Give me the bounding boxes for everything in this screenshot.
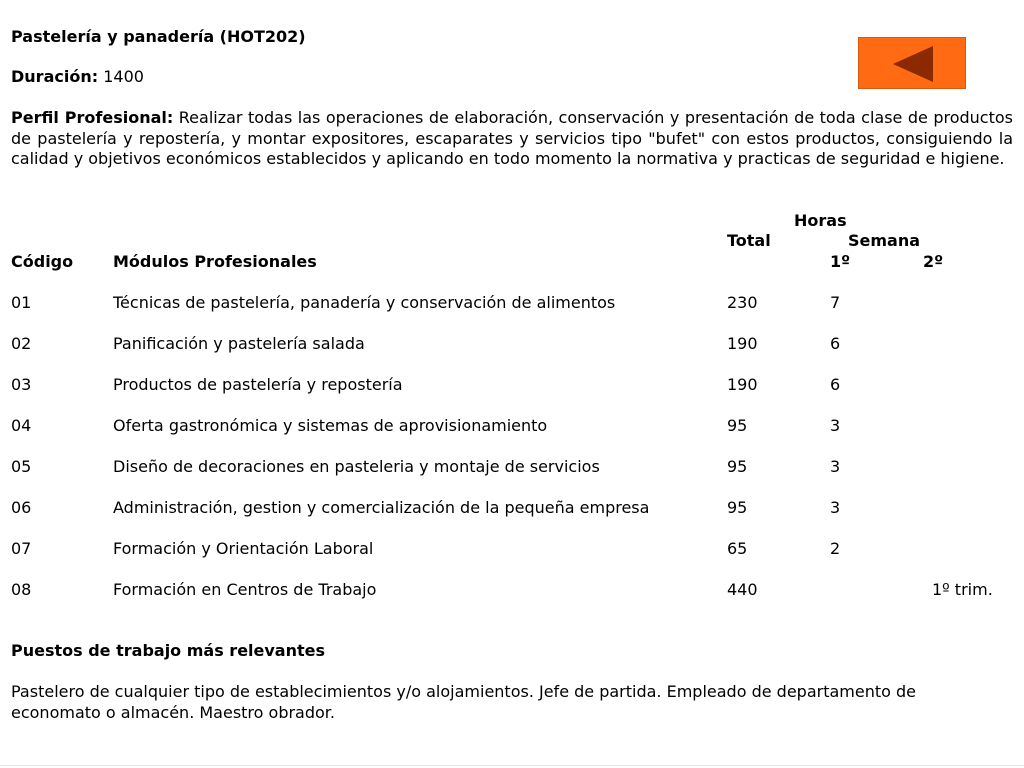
profile-label: Perfil Profesional: [11,108,174,127]
duration-value: 1400 [103,67,144,86]
header-codigo: Código [11,252,74,271]
row-module-name: Productos de pastelería y repostería [113,375,403,394]
table-row [0,375,1024,395]
row-total-hours: 95 [727,457,748,476]
row-week-first: 6 [830,375,841,394]
row-total-hours: 440 [727,580,758,599]
row-code: 01 [11,293,32,312]
row-module-name: Formación en Centros de Trabajo [113,580,377,599]
row-module-name: Oferta gastronómica y sistemas de aprovisionamiento [113,416,548,435]
row-total-hours: 65 [727,539,748,558]
header-modulos: Módulos Profesionales [113,252,317,271]
table-row [0,457,1024,477]
row-week-first: 2 [830,539,841,558]
row-week-first: 3 [830,498,841,517]
row-code: 02 [11,334,32,353]
back-button[interactable] [858,37,966,89]
table-row [0,580,1024,600]
professional-profile [11,108,1013,170]
row-code: 07 [11,539,32,558]
row-week-first: 3 [830,416,841,435]
table-row [0,539,1024,559]
row-code: 04 [11,416,32,435]
header-first-semester: 1º [830,252,851,271]
duration-label: Duración: [11,67,99,86]
row-code: 08 [11,580,32,599]
row-total-hours: 230 [727,293,758,312]
row-total-hours: 190 [727,375,758,394]
left-triangle-icon [859,38,967,90]
row-week-first: 3 [830,457,841,476]
header-semana: Semana [848,231,921,250]
row-module-name: Administración, gestion y comercialización de la pequeña empresa [113,498,650,517]
divider [0,765,1024,766]
row-code: 03 [11,375,32,394]
row-total-hours: 95 [727,498,748,517]
table-row [0,498,1024,518]
jobs-heading: Puestos de trabajo más relevantes [11,641,326,660]
row-code: 05 [11,457,32,476]
row-total-hours: 95 [727,416,748,435]
row-week-first: 7 [830,293,841,312]
profile-text: Realizar todas las operaciones de elaboración, conservación y presentación de toda clase de productos de pastelería y repostería, y montar expositores, escaparates y servicios tipo "bufet" con estos productos, consiguiendo la calidad y objetivos económicos establecidos y aplicando en todo momento la normativa y practicas de seguridad e higiene. [11,108,1014,169]
header-total: Total [727,231,771,250]
row-total-hours: 190 [727,334,758,353]
row-module-name: Técnicas de pastelería, panadería y conservación de alimentos [113,293,616,312]
row-week-first: 6 [830,334,841,353]
table-row [0,334,1024,354]
row-code: 06 [11,498,32,517]
header-horas: Horas [794,211,847,230]
table-row [0,416,1024,436]
row-week-second: 1º trim. [932,580,993,599]
jobs-text: Pastelero de cualquier tipo de establecimientos y/o alojamientos. Jefe de partida. Empleado de departamento de economato o almacén. Maestro obrador. [11,682,916,722]
duration [11,67,144,87]
row-module-name: Diseño de decoraciones en pasteleria y montaje de servicios [113,457,600,476]
table-row [0,293,1024,313]
row-module-name: Formación y Orientación Laboral [113,539,374,558]
row-module-name: Panificación y pastelería salada [113,334,365,353]
header-second-semester: 2º [923,252,944,271]
page-title: Pastelería y panadería (HOT202) [11,27,306,46]
